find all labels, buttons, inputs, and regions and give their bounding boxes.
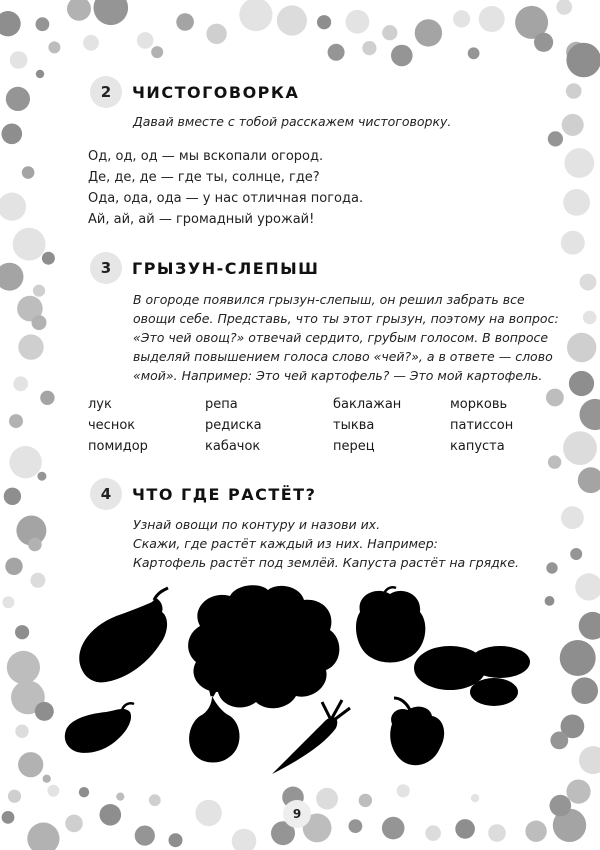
text-line: Скажи, где растёт каждый из них. Например: <box>133 536 438 551</box>
text-line: «Это чей овощ?» отвечай сердито, грубым голосом. В вопросе <box>133 330 549 345</box>
section-4-instructions <box>133 515 519 572</box>
text-line: «мой». Например: Это чей картофель? — Это мой картофель. <box>133 368 543 383</box>
page-number: 9 <box>283 800 311 828</box>
section-number: 4 <box>90 478 122 510</box>
vegetable-word: перец <box>333 439 375 454</box>
vegetable-word: тыква <box>333 418 375 433</box>
section-3-header <box>90 252 319 284</box>
section-2-header <box>90 76 299 108</box>
text-line: В огороде появился грызун-слепыш, он решил забрать все <box>133 292 525 307</box>
vegetable-word: чеснок <box>88 418 136 433</box>
vegetable-word: лук <box>88 397 112 412</box>
tomato-silhouette <box>356 587 425 662</box>
vegetable-word: репа <box>205 397 238 412</box>
text-line: овощи себе. Представь, что ты этот грызун, поэтому на вопрос: <box>133 311 559 326</box>
word-column <box>450 394 513 457</box>
section-title: ГРЫЗУН-СЛЕПЫШ <box>132 258 320 278</box>
section-2-intro: Давай вместе с тобой расскажем чистоговорку. <box>133 114 452 129</box>
section-number: 2 <box>90 76 122 108</box>
vegetable-silhouettes <box>60 578 530 778</box>
text-line: Узнай овощи по контуру и назови их. <box>133 517 381 532</box>
section-title: ЧТО ГДЕ РАСТЁТ? <box>132 484 317 504</box>
word-column <box>333 394 401 457</box>
section-3-instructions <box>133 290 559 385</box>
section-title: ЧИСТОГОВОРКА <box>132 82 300 102</box>
poem-line: Од, од, од — мы вскопали огород. <box>88 149 324 164</box>
vegetable-word: патиссон <box>450 418 514 433</box>
text-line: выделяй повышением голоса слово «чей?», а в ответе — слово <box>133 349 553 364</box>
vegetable-word: редиска <box>205 418 262 433</box>
vegetable-word: капуста <box>450 439 505 454</box>
vegetable-word: баклажан <box>333 397 402 412</box>
eggplant-silhouette <box>79 588 168 682</box>
poem-line: Де, де, де — где ты, солнце, где? <box>88 170 320 185</box>
section-4-header <box>90 478 316 510</box>
poem-line: Ода, ода, ода — у нас отличная погода. <box>88 191 364 206</box>
vegetable-word: кабачок <box>205 439 261 454</box>
tongue-twister <box>88 146 363 230</box>
carrot-silhouette <box>272 700 350 774</box>
pepper-silhouette <box>390 698 444 765</box>
word-column <box>205 394 262 457</box>
vegetable-word: помидор <box>88 439 148 454</box>
section-number: 3 <box>90 252 122 284</box>
text-line: Картофель растёт под землёй. Капуста растёт на грядке. <box>133 555 520 570</box>
poem-line: Ай, ай, ай — громадный урожай! <box>88 212 315 227</box>
word-column <box>88 394 148 457</box>
potatoes-silhouette <box>414 646 530 706</box>
vegetable-word: морковь <box>450 397 508 412</box>
cucumber-silhouette <box>65 703 134 753</box>
